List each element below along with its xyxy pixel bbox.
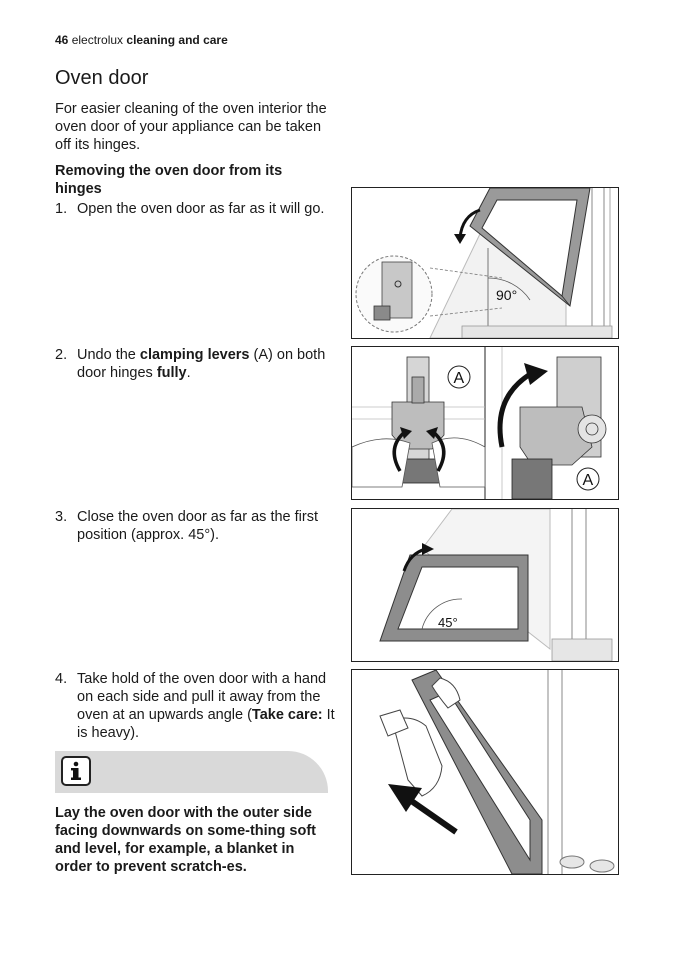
fully-term: fully — [156, 365, 187, 381]
section-name: cleaning and care — [126, 33, 228, 47]
step-text-part: . — [186, 365, 191, 381]
step-number: 1. — [55, 201, 68, 217]
step-number: 4. — [55, 671, 68, 687]
warning-note: Lay the oven door with the outer side facing downwards on some-thing soft and level, for example, a blanket in order to prevent scratch-es. — [55, 805, 316, 875]
step-text: Open the oven door as far as it will go. — [77, 201, 325, 217]
intro-paragraph: For easier cleaning of the oven interior the oven door of your appliance can be taken off its hinges. — [55, 101, 327, 153]
label-a-top: A — [453, 370, 465, 387]
figure-remove-door — [351, 669, 619, 875]
info-icon — [61, 756, 91, 786]
page-number: 46 — [55, 33, 69, 47]
step-text-part: (A) on both door hinges — [77, 347, 326, 381]
open-door-illustration — [352, 188, 618, 338]
step-number: 3. — [55, 509, 68, 525]
step-text — [77, 346, 335, 382]
step-text: Close the oven door as far as the first position (approx. 45°). — [77, 509, 318, 543]
label-a-bottom: A — [582, 472, 594, 489]
step-number: 2. — [55, 347, 68, 363]
brand-name: electrolux — [71, 33, 124, 47]
angle-label-45: 45° — [438, 615, 458, 630]
take-care-term: Take care: — [251, 707, 323, 723]
angle-label-90: 90° — [496, 287, 518, 303]
page-header — [55, 33, 228, 47]
figure-door-45 — [351, 508, 619, 662]
section-title: Oven door — [55, 67, 149, 89]
step-4 — [55, 670, 335, 742]
clamping-levers-term: clamping levers — [139, 347, 250, 363]
step-2 — [55, 346, 335, 382]
figure-open-door — [351, 187, 619, 339]
step-3 — [55, 508, 335, 544]
clamping-levers-illustration — [352, 347, 618, 499]
step-text — [77, 670, 335, 742]
subheading: Removing the oven door from its hinges — [55, 163, 283, 197]
remove-door-illustration — [352, 670, 618, 874]
step-1 — [55, 200, 335, 218]
step-text-part: It is heavy). — [77, 707, 335, 741]
door-45-illustration — [352, 509, 618, 661]
figure-clamping-levers — [351, 346, 619, 500]
step-text-part: Undo the — [77, 347, 140, 363]
step-text-part: Take hold of the oven door with a hand on each side and pull it away from the oven at an upwards angle ( — [77, 671, 327, 723]
info-bar — [55, 751, 328, 793]
